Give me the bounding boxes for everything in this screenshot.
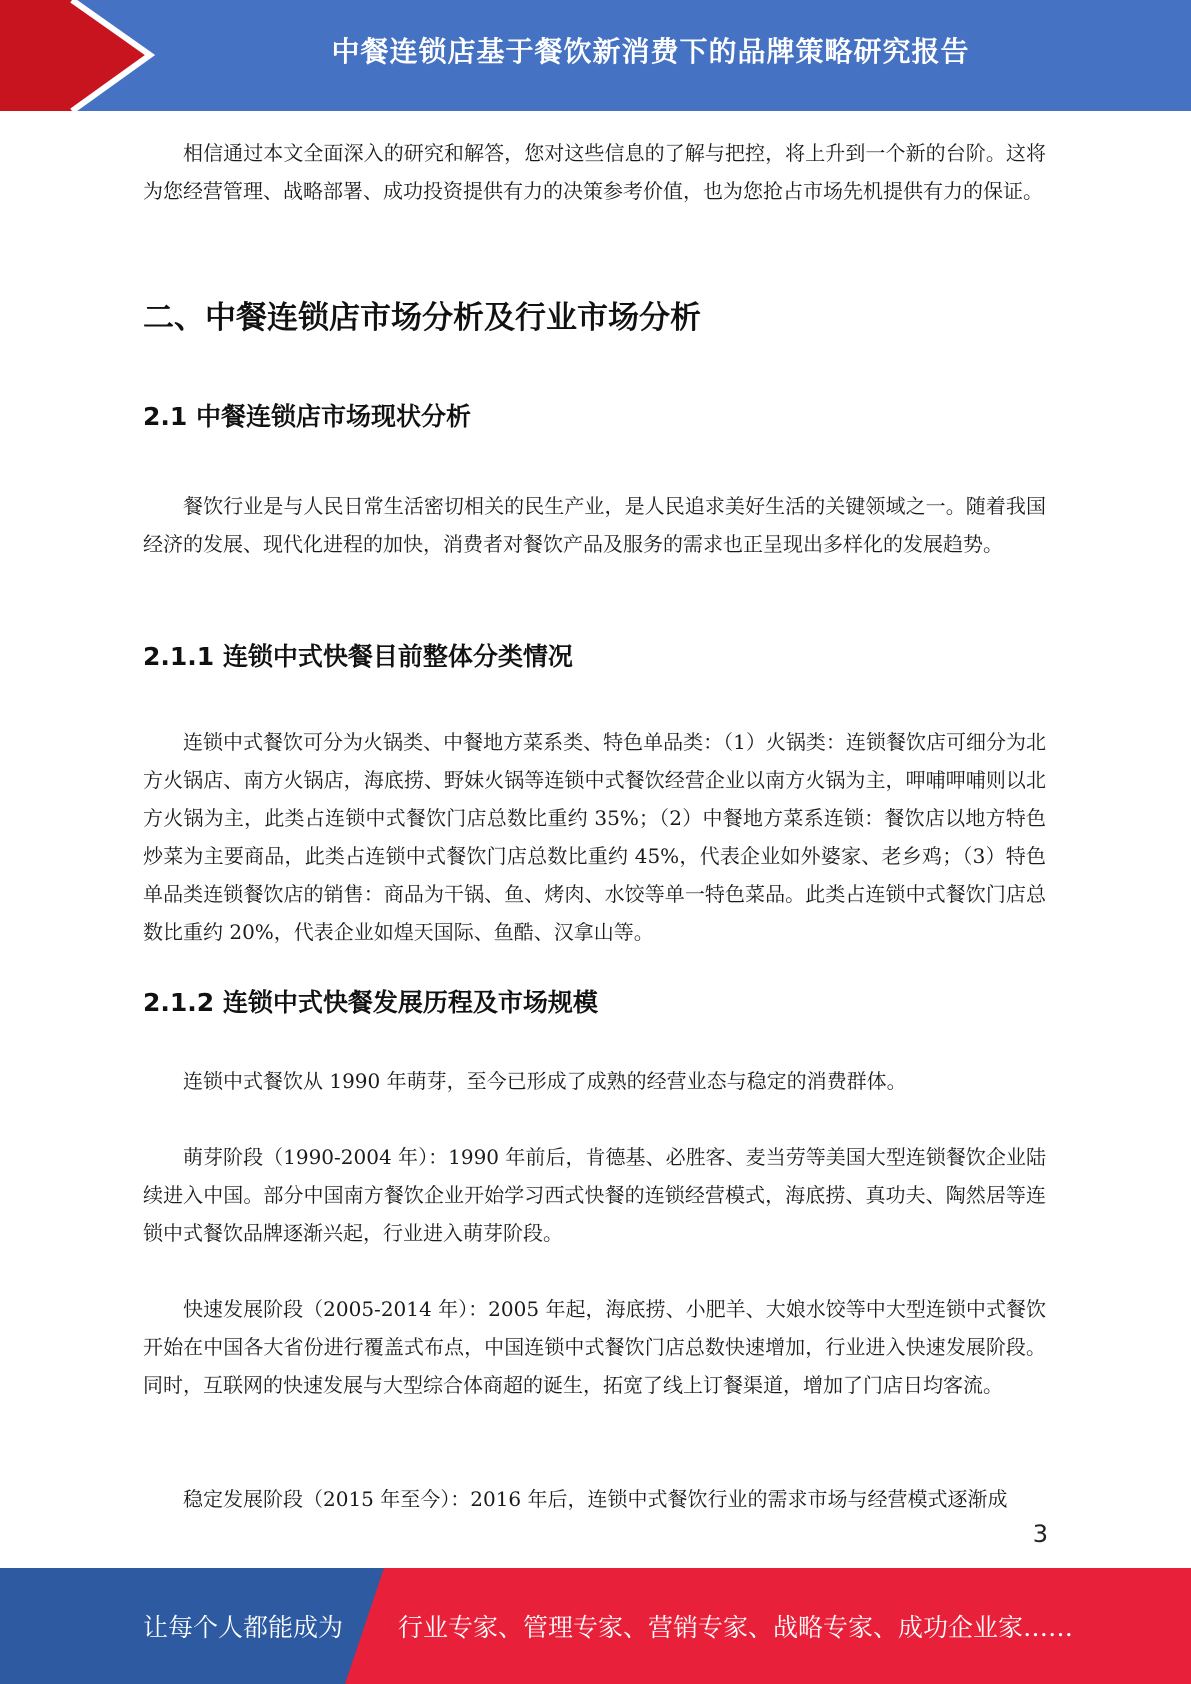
sprouting-stage-paragraph: 萌芽阶段（1990-2004 年）：1990 年前后，肯德基、必胜客、麦当劳等美国大型连锁餐饮企业陆续进入中国。部分中国南方餐饮企业开始学习西式快餐的连锁经营模式，海底捞、真功夫、陶然居等连锁中式餐饮品牌逐渐兴起，行业进入萌芽阶段。 — [143, 1145, 1046, 1245]
subsubsection-heading: 2.1.2 连锁中式快餐发展历程及市场规模 — [143, 988, 598, 1017]
stable-stage-paragraph: 稳定发展阶段（2015 年至今）：2016 年后，连锁中式餐饮行业的需求市场与经营模式逐渐成 — [183, 1487, 1008, 1511]
subsection-heading: 2.1 中餐连锁店市场现状分析 — [143, 402, 471, 431]
subsubsection-heading: 2.1.1 连锁中式快餐目前整体分类情况 — [143, 642, 573, 671]
section-heading: 二、中餐连锁店市场分析及行业市场分析 — [143, 300, 701, 336]
subsection-paragraph: 餐饮行业是与人民日常生活密切相关的民生产业，是人民追求美好生活的关键领域之一。随着我国经济的发展、现代化进程的加快，消费者对餐饮产品及服务的需求也正呈现出多样化的发展趋势。 — [143, 494, 1046, 556]
footer-slogan-right: 行业专家、管理专家、营销专家、战略专家、成功企业家…… — [398, 1613, 1074, 1642]
classification-paragraph: 连锁中式餐饮可分为火锅类、中餐地方菜系类、特色单品类：（1）火锅类：连锁餐饮店可细分为北方火锅店、南方火锅店，海底捞、野妹火锅等连锁中式餐饮经营企业以南方火锅为主，呷哺呷哺则以北方火锅为主，此类占连锁中式餐饮门店总数比重约 35%；（2）中餐地方菜系连锁：餐饮店以地方特色炒菜为主要商品，此类占连锁中式餐饮门店总数比重约 45%，代表企业如外婆家、老乡鸡；（3）特色单品类连锁餐饮店的销售：商品为干锅、鱼、烤肉、水饺等单一特色菜品。此类占连锁中式餐饮门店总数比重约 20%，代表企业如煌天国际、鱼酷、汉拿山等。 — [143, 730, 1046, 944]
page-number: 3 — [1032, 1520, 1048, 1548]
history-intro-paragraph: 连锁中式餐饮从 1990 年萌芽，至今已形成了成熟的经营业态与稳定的消费群体。 — [183, 1069, 907, 1093]
page-footer — [0, 1568, 1191, 1684]
rapid-growth-paragraph: 快速发展阶段（2005-2014 年）：2005 年起，海底捞、小肥羊、大娘水饺等中大型连锁中式餐饮开始在中国各大省份进行覆盖式布点，中国连锁中式餐饮门店总数快速增加，行业进入快速发展阶段。同时，互联网的快速发展与大型综合体商超的诞生，拓宽了线上订餐渠道，增加了门店日均客流。 — [143, 1297, 1046, 1397]
footer-slogan-left: 让每个人都能成为 — [143, 1613, 344, 1642]
intro-paragraph: 相信通过本文全面深入的研究和解答，您对这些信息的了解与把控，将上升到一个新的台阶。这将为您经营管理、战略部署、成功投资提供有力的决策参考价值，也为您抢占市场先机提供有力的保证。 — [143, 141, 1046, 203]
report-title: 中餐连锁店基于餐饮新消费下的品牌策略研究报告 — [331, 35, 970, 68]
page-header — [0, 0, 1191, 111]
